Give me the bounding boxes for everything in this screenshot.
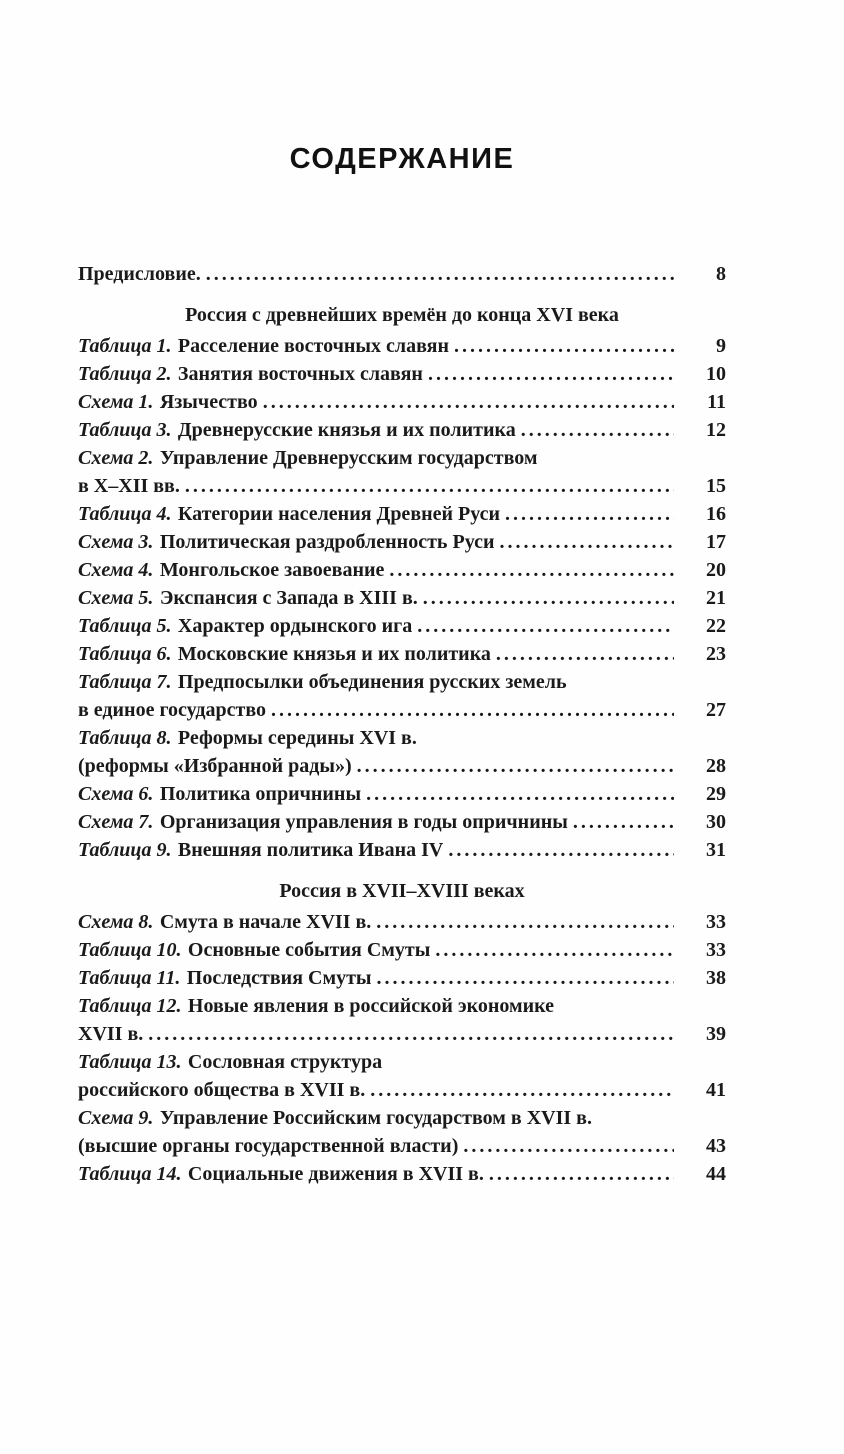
page-number: 21 — [706, 587, 726, 609]
entry-title: Язычество — [159, 391, 258, 413]
entry-prefix: Схема 8. — [78, 911, 154, 933]
entry-title: Смута в начале XVII в. — [159, 911, 372, 933]
dot-leader — [573, 808, 674, 836]
entry-prefix: Схема 7. — [78, 811, 154, 833]
dot-leader — [463, 1132, 674, 1160]
entry-title: Экспансия с Запада в XIII в. — [159, 587, 418, 609]
entry-title: Предисловие. — [78, 263, 201, 285]
dot-leader — [521, 416, 674, 444]
entry-title: Организация управления в годы опричнины — [159, 811, 568, 833]
page-number: 12 — [706, 419, 726, 441]
toc-entry-continuation — [78, 696, 726, 724]
page-number: 23 — [706, 643, 726, 665]
page-number: 9 — [716, 335, 726, 357]
toc-entry-continuation — [78, 752, 726, 780]
entry-title: Новые явления в российской экономике — [187, 995, 555, 1017]
entry-title: Управление Древнерусским государством — [159, 447, 538, 469]
toc-entry-line — [78, 908, 726, 936]
dot-leader — [454, 332, 674, 360]
page-number: 44 — [706, 1163, 726, 1185]
toc-entry-line — [78, 668, 726, 696]
page-number: 17 — [706, 531, 726, 553]
entry-prefix: Таблица 9. — [78, 839, 172, 861]
toc-entry-line — [78, 836, 726, 864]
toc-entry-line — [78, 360, 726, 388]
page-number: 43 — [706, 1135, 726, 1157]
page-number: 29 — [706, 783, 726, 805]
entry-title: Монгольское завоевание — [159, 559, 385, 581]
toc-entry-line — [78, 1048, 726, 1076]
entry-title: Основные события Смуты — [187, 939, 431, 961]
entry-prefix: Схема 1. — [78, 391, 154, 413]
entry-prefix: Таблица 3. — [78, 419, 172, 441]
toc-entry-line — [78, 964, 726, 992]
page-number: 28 — [706, 755, 726, 777]
page-number: 20 — [706, 559, 726, 581]
toc-entry-line — [78, 556, 726, 584]
toc-entry-line — [78, 992, 726, 1020]
dot-leader — [376, 908, 674, 936]
toc-entry-line — [78, 388, 726, 416]
page-number: 33 — [706, 911, 726, 933]
toc-entry-line — [78, 780, 726, 808]
dot-leader — [499, 528, 674, 556]
page-number: 22 — [706, 615, 726, 637]
toc-entry-line — [78, 936, 726, 964]
dot-leader — [357, 752, 674, 780]
toc-entry-line — [78, 416, 726, 444]
entry-prefix: Таблица 6. — [78, 643, 172, 665]
dot-leader — [489, 1160, 674, 1188]
dot-leader — [496, 640, 674, 668]
entry-title: Характер ордынского ига — [177, 615, 413, 637]
entry-prefix: Таблица 7. — [78, 671, 172, 693]
entry-title: Сословная структура — [187, 1051, 383, 1073]
toc-entry-continuation — [78, 1076, 726, 1104]
toc-entry-line — [78, 500, 726, 528]
page-number: 38 — [706, 967, 726, 989]
entry-title: Древнерусские князья и их политика — [177, 419, 516, 441]
entry-prefix: Таблица 12. — [78, 995, 182, 1017]
entry-title-continuation: (реформы «Избранной рады») — [78, 755, 352, 777]
entry-title-continuation: в единое государство — [78, 699, 266, 721]
page-number: 31 — [706, 839, 726, 861]
toc-entry-line — [78, 724, 726, 752]
entry-title: Политическая раздробленность Руси — [159, 531, 495, 553]
entry-prefix: Таблица 1. — [78, 335, 172, 357]
dot-leader — [428, 360, 674, 388]
entry-title: Социальные движения в XVII в. — [187, 1163, 484, 1185]
toc-entry-line — [78, 528, 726, 556]
toc-entry-line — [78, 612, 726, 640]
dot-leader — [417, 612, 674, 640]
page-number: 8 — [716, 263, 726, 285]
toc-entry-line — [78, 640, 726, 668]
page-number: 10 — [706, 363, 726, 385]
dot-leader — [448, 836, 674, 864]
entry-title-continuation: в X–XII вв. — [78, 475, 180, 497]
page-number: 30 — [706, 811, 726, 833]
entry-title: Расселение восточных славян — [177, 335, 449, 357]
dot-leader — [366, 780, 674, 808]
entry-prefix: Таблица 13. — [78, 1051, 182, 1073]
toc-entry-line — [78, 444, 726, 472]
toc-entry-line — [78, 260, 726, 288]
entry-prefix: Схема 4. — [78, 559, 154, 581]
dot-leader — [206, 260, 674, 288]
page-title: СОДЕРЖАНИЕ — [289, 143, 515, 175]
entry-prefix: Таблица 5. — [78, 615, 172, 637]
page-number: 15 — [706, 475, 726, 497]
toc-entry-continuation — [78, 1132, 726, 1160]
section-header: Россия в XVII–XVIII веках — [279, 880, 525, 902]
entry-title: Последствия Смуты — [186, 967, 372, 989]
entry-title: Внешняя политика Ивана IV — [177, 839, 444, 861]
entry-prefix: Таблица 8. — [78, 727, 172, 749]
entry-prefix: Схема 5. — [78, 587, 154, 609]
entry-title: Московские князья и их политика — [177, 643, 491, 665]
dot-leader — [271, 696, 674, 724]
toc-entry-line — [78, 808, 726, 836]
page-number: 33 — [706, 939, 726, 961]
entry-title-continuation: (высшие органы государственной власти) — [78, 1135, 459, 1157]
dot-leader — [435, 936, 674, 964]
dot-leader — [370, 1076, 674, 1104]
entry-prefix: Таблица 4. — [78, 503, 172, 525]
dot-leader — [389, 556, 674, 584]
entry-prefix: Схема 3. — [78, 531, 154, 553]
section-header: Россия с древнейших времён до конца XVI века — [185, 304, 619, 326]
dot-leader — [263, 388, 674, 416]
toc-entry-continuation — [78, 472, 726, 500]
entry-title: Предпосылки объединения русских земель — [177, 671, 567, 693]
entry-title: Занятия восточных славян — [177, 363, 423, 385]
dot-leader — [423, 584, 674, 612]
entry-prefix: Таблица 11. — [78, 967, 181, 989]
entry-title-continuation: российского общества в XVII в. — [78, 1079, 366, 1101]
page-number: 27 — [706, 699, 726, 721]
dot-leader — [185, 472, 674, 500]
entry-prefix: Схема 9. — [78, 1107, 154, 1129]
dot-leader — [505, 500, 674, 528]
toc-entry-line — [78, 1160, 726, 1188]
page-number: 39 — [706, 1023, 726, 1045]
dot-leader — [377, 964, 674, 992]
entry-prefix: Схема 2. — [78, 447, 154, 469]
entry-title: Политика опричнины — [159, 783, 362, 805]
book-page — [0, 143, 726, 1188]
toc-list — [78, 260, 726, 1188]
toc-entry-line — [78, 332, 726, 360]
toc-entry-line — [78, 1104, 726, 1132]
entry-title: Реформы середины XVI в. — [177, 727, 417, 749]
entry-prefix: Таблица 2. — [78, 363, 172, 385]
toc-entry-line — [78, 584, 726, 612]
entry-prefix: Таблица 14. — [78, 1163, 182, 1185]
toc-entry-continuation — [78, 1020, 726, 1048]
entry-prefix: Схема 6. — [78, 783, 154, 805]
page-number: 11 — [707, 391, 726, 413]
page-number: 41 — [706, 1079, 726, 1101]
entry-title: Управление Российским государством в XVII в. — [159, 1107, 592, 1129]
entry-title: Категории населения Древней Руси — [177, 503, 501, 525]
entry-title-continuation: XVII в. — [78, 1023, 144, 1045]
page-number: 16 — [706, 503, 726, 525]
entry-prefix: Таблица 10. — [78, 939, 182, 961]
dot-leader — [148, 1020, 674, 1048]
